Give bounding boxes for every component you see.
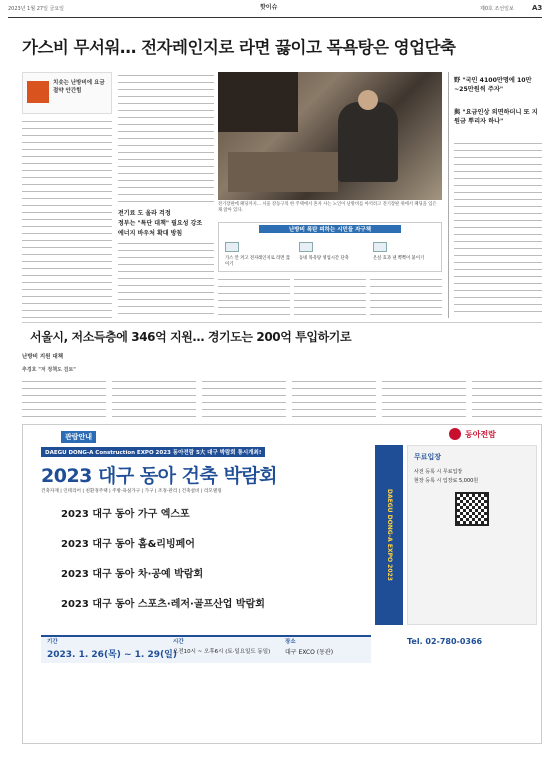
second-lead: 난방비 지원 대책 [22,354,64,360]
window-icon [373,242,387,252]
article-mid-text [118,72,214,202]
ad-side-item: 사전 등록 시 무료입장 [414,469,463,475]
sub-event-4: 2023 대구 동아 스포츠·레저·골프산업 박람회 [61,599,265,610]
subhead-1: 전기료 도 올라 걱정 [118,210,171,217]
ad-title-sub: 건축자재 | 인테리어 | 친환경주택 | 주방·욕실가구 | 가구 | 조경·관리 | 건축설비 | 리모델링 [41,489,222,494]
masthead-section: 핫이슈 [260,4,278,11]
second-article-text [22,378,542,418]
second-byline: 추경호 "저 정책도 검토" [22,367,76,373]
masthead-date: 2023년 1월 27일 금요일 [8,6,65,12]
ad-period: 2023. 1. 26(목) ~ 1. 29(일) [47,650,177,660]
brand-logo-icon [449,428,461,440]
second-headline: 서울시, 저소득층에 346억 지원… 경기도는 200억 투입하기로 [30,330,352,344]
subhead-2: 정부는 "특단 대책" 필요성 강조 [118,220,203,227]
infographic [218,222,442,272]
qr-code-icon [455,492,489,526]
infographic-item: 온실 효과 낸 뽁뽁이 붙이기 [373,237,439,262]
ad-place: 대구 EXCO (동관) [285,649,334,656]
ad-side-panel [407,445,537,625]
ad-phone: Tel. 02-780-0366 [407,637,483,646]
masthead-page: A3 [532,4,543,12]
ad-side-item: 현장 등록 시 입장료 5,000원 [414,478,479,484]
ad-period-label: 기간 [47,639,58,645]
expo-advertisement [22,424,542,744]
right-head-1: 野 "국민 4100만명에 10만~25만원씩 주자" [454,77,532,93]
sub-event-2: 2023 대구 동아 홈&리빙페어 [61,539,195,550]
article-left-text [22,118,112,318]
ad-banner: DAEGU DONG-A Construction EXPO 2023 동아전람 5大 대구 박람회 통시개최! [41,447,265,457]
ad-vertical-text: DAEGU DONG-A EXPO 2023 [386,489,393,581]
ad-vertical-band [375,445,403,625]
sub-event-1: 2023 대구 동아 가구 엑스포 [61,509,190,520]
right-head-2: 與 "요금인상 외면하더니 또 지원금 뿌리자 하나" [454,109,538,125]
house-icon [27,81,49,103]
bath-icon [299,242,313,252]
ad-title: 2023 대구 동아 건축 박람회 [41,465,278,487]
article-mid-text-2 [118,240,214,318]
ad-top-label: 관람안내 [61,431,96,443]
main-headline: 가스비 무서워… 전자레인지로 라면 끓이고 목욕탕은 영업단축 [22,38,456,57]
right-sidebar-text [454,140,542,318]
masthead-paper: 제0호 조선일보 [480,6,514,12]
ad-side-title: 무료입장 [414,453,442,461]
sidebar-box-title: 치솟는 난방비에 요금절약 안간힘 [53,80,105,94]
ad-brand: 동아전람 [465,430,496,439]
infographic-item: 동네 목욕탕 영업시간 단축 [299,237,365,262]
ad-place-label: 장소 [285,639,296,645]
microwave-icon [225,242,239,252]
sidebar-box [22,72,112,114]
infographic-item: 가스 안 켜고 전자레인지로 라면 끓이기 [225,237,291,267]
sub-event-3: 2023 대구 동아 차·공예 박람회 [61,569,204,580]
photo-caption: 전기장판에 패딩까지… 서울 강동구의 한 주택에서 혼자 사는 노인이 난방비를 아끼려고 전기장판 위에서 패딩을 입은 채 앉아 있다. [218,202,437,213]
news-photo [218,72,442,200]
article-photo-below-text [218,276,442,318]
infographic-title: 난방비 폭탄 피하는 시민들 자구책 [259,225,401,233]
ad-time-label: 시간 [173,639,184,645]
ad-time: 오전10시 ~ 오후6시 (토·일요일도 동일) [173,649,271,655]
subhead-3: 에너지 바우처 확대 방침 [118,230,183,237]
